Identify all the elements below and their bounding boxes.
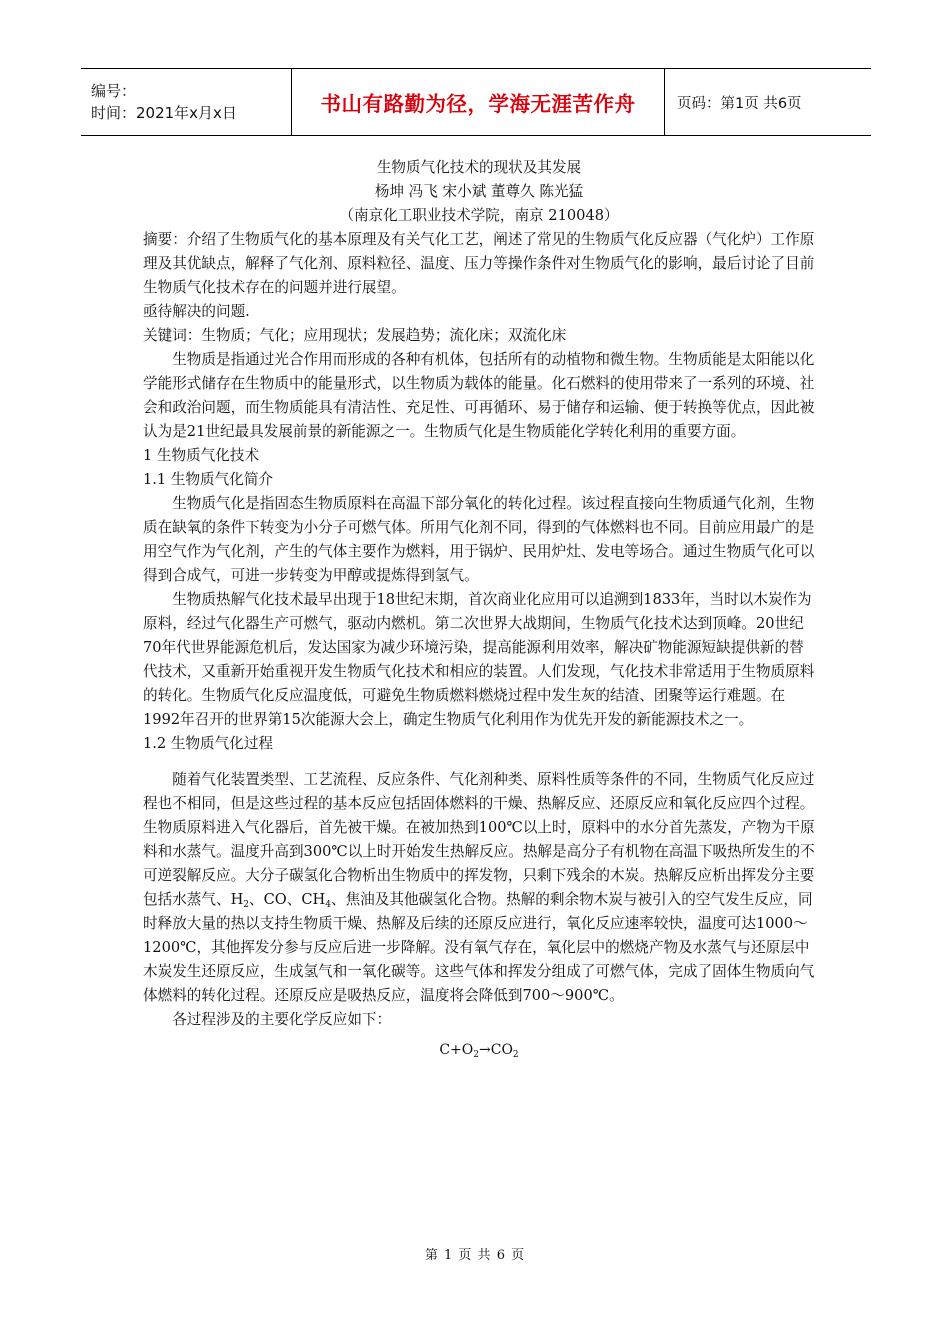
spacer <box>143 756 815 768</box>
eq-sub-2: 2 <box>512 1050 519 1060</box>
header-page-info <box>665 69 871 135</box>
h2-subscript: 2 <box>243 900 250 910</box>
eq-part-b: →CO <box>479 1042 513 1058</box>
process-text-a: 随着气化装置类型、工艺流程、反应条件、气化剂种类、原料性质等条件的不同，生物质气化反应过程也不相同，但是这些过程的基本反应包括固体燃料的干燥、热解反应、还原反应和氧化反应四个过程。生物质原料进入气化器后，首先被干燥。在被加热到100℃以上时，原料中的水分首先蒸发，产物为干原料和水蒸气。温度升高到300℃以上时开始发生热解反应。热解是高分子有机物在高温下吸热所发生的不可逆裂解反应。大分子碳氢化合物析出生物质中的挥发物，只剩下残余的木炭。热解反应析出挥发分主要包括水蒸气、H <box>143 771 815 908</box>
section-heading-1: 1 生物质气化技术 <box>143 447 260 464</box>
header-table <box>81 68 871 136</box>
paragraph-gasification-process <box>143 768 815 1008</box>
time-label: 时间：2021年x月x日 <box>91 104 237 122</box>
ch4-subscript: 4 <box>325 900 331 910</box>
abstract-paragraph: 摘要：介绍了生物质气化的基本原理及有关气化工艺，阐述了常见的生物质气化反应器（气化炉）工作原理及其优缺点，解释了气化剂、原料粒径、温度、压力等操作条件对生物质气化的影响，最后讨论了目前生物质气化技术存在的问题并进行展望。 <box>143 231 815 296</box>
reaction-equation <box>143 1038 815 1062</box>
article-affiliation: （南京化工职业技术学院，南京 210048） <box>339 207 619 224</box>
paragraph-reactions-intro: 各过程涉及的主要化学反应如下： <box>172 1011 392 1028</box>
header-motto-cell <box>291 69 665 135</box>
keywords-line: 关键词：生物质；气化；应用现状；发展趋势；流化床；双流化床 <box>143 327 567 344</box>
section-heading-1-1: 1.1 生物质气化简介 <box>143 471 274 488</box>
page-footer: 第 1 页 共 6 页 <box>424 1248 526 1263</box>
section-heading-1-2: 1.2 生物质气化过程 <box>143 735 274 752</box>
article-body <box>143 156 815 1062</box>
page-info-text: 页码：第1页 共6页 <box>677 95 802 112</box>
motto-text: 书山有路勤为径，学海无涯苦作舟 <box>320 92 636 116</box>
header-meta <box>81 69 291 135</box>
article-authors: 杨坤 冯飞 宋小斌 董尊久 陈光猛 <box>374 183 584 200</box>
paragraph-gasification-history: 生物质热解气化技术最早出现于18世纪末期，首次商业化应用可以追溯到1833年，当时以木炭作为原料，经过气化器生产可燃气，驱动内燃机。第二次世界大战期间，生物质气化技术达到顶峰。20世纪70年代世界能源危机后，发达国家为减少环境污染，提高能源利用效率，解决矿物能源短缺提供新的替代技术，又重新开始重视开发生物质气化技术和相应的装置。人们发现，气化技术非常适用于生物质原料的转化。生物质气化反应温度低，可避免生物质燃料燃烧过程中发生灰的结渣、团聚等运行难题。在1992年召开的世界第15次能源大会上，确定生物质气化利用作为优先开发的新能源技术之一。 <box>143 591 815 728</box>
abstract-tail: 亟待解决的问题. <box>143 303 250 320</box>
eq-sub-1: 2 <box>473 1050 479 1060</box>
number-label: 编号： <box>91 82 137 100</box>
intro-paragraph: 生物质是指通过光合作用而形成的各种有机体，包括所有的动植物和微生物。生物质能是太阳能以化学能形式储存在生物质中的能量形式，以生物质为载体的能量。化石燃料的使用带来了一系列的环境、社会和政治问题，而生物质能具有清洁性、充足性、可再循环、易于储存和运输、便于转换等优点，因此被认为是21世纪最具发展前景的新能源之一。生物质气化是生物质能化学转化利用的重要方面。 <box>143 351 815 440</box>
article-title: 生物质气化技术的现状及其发展 <box>376 159 582 176</box>
process-text-c: 、焦油及其他碳氢化合物。热解的剩余物木炭与被引入的空气发生反应，同时释放大量的热以支持生物质干燥、热解及后续的还原反应进行，氧化反应速率较快，温度可达1000～1200℃，其他挥发分参与反应后进一步降解。没有氧气存在，氧化层中的燃烧产物及水蒸气与还原层中木炭发生还原反应，生成氢气和一氧化碳等。这些气体和挥发分组成了可燃气体，完成了固体生物质向气体燃料的转化过程。还原反应是吸热反应，温度将会降低到700～900℃。 <box>143 891 815 1004</box>
eq-part-a: C+O <box>439 1042 474 1058</box>
paragraph-gasification-intro: 生物质气化是指固态生物质原料在高温下部分氧化的转化过程。该过程直接向生物质通气化剂，生物质在缺氧的条件下转变为小分子可燃气体。所用气化剂不同，得到的气体燃料也不同。目前应用最广的是用空气作为气化剂，产生的气体主要作为燃料，用于锅炉、民用炉灶、发电等场合。通过生物质气化可以得到合成气，可进一步转变为甲醇或提炼得到氢气。 <box>143 495 815 584</box>
process-text-b: 、CO、CH <box>249 891 326 908</box>
